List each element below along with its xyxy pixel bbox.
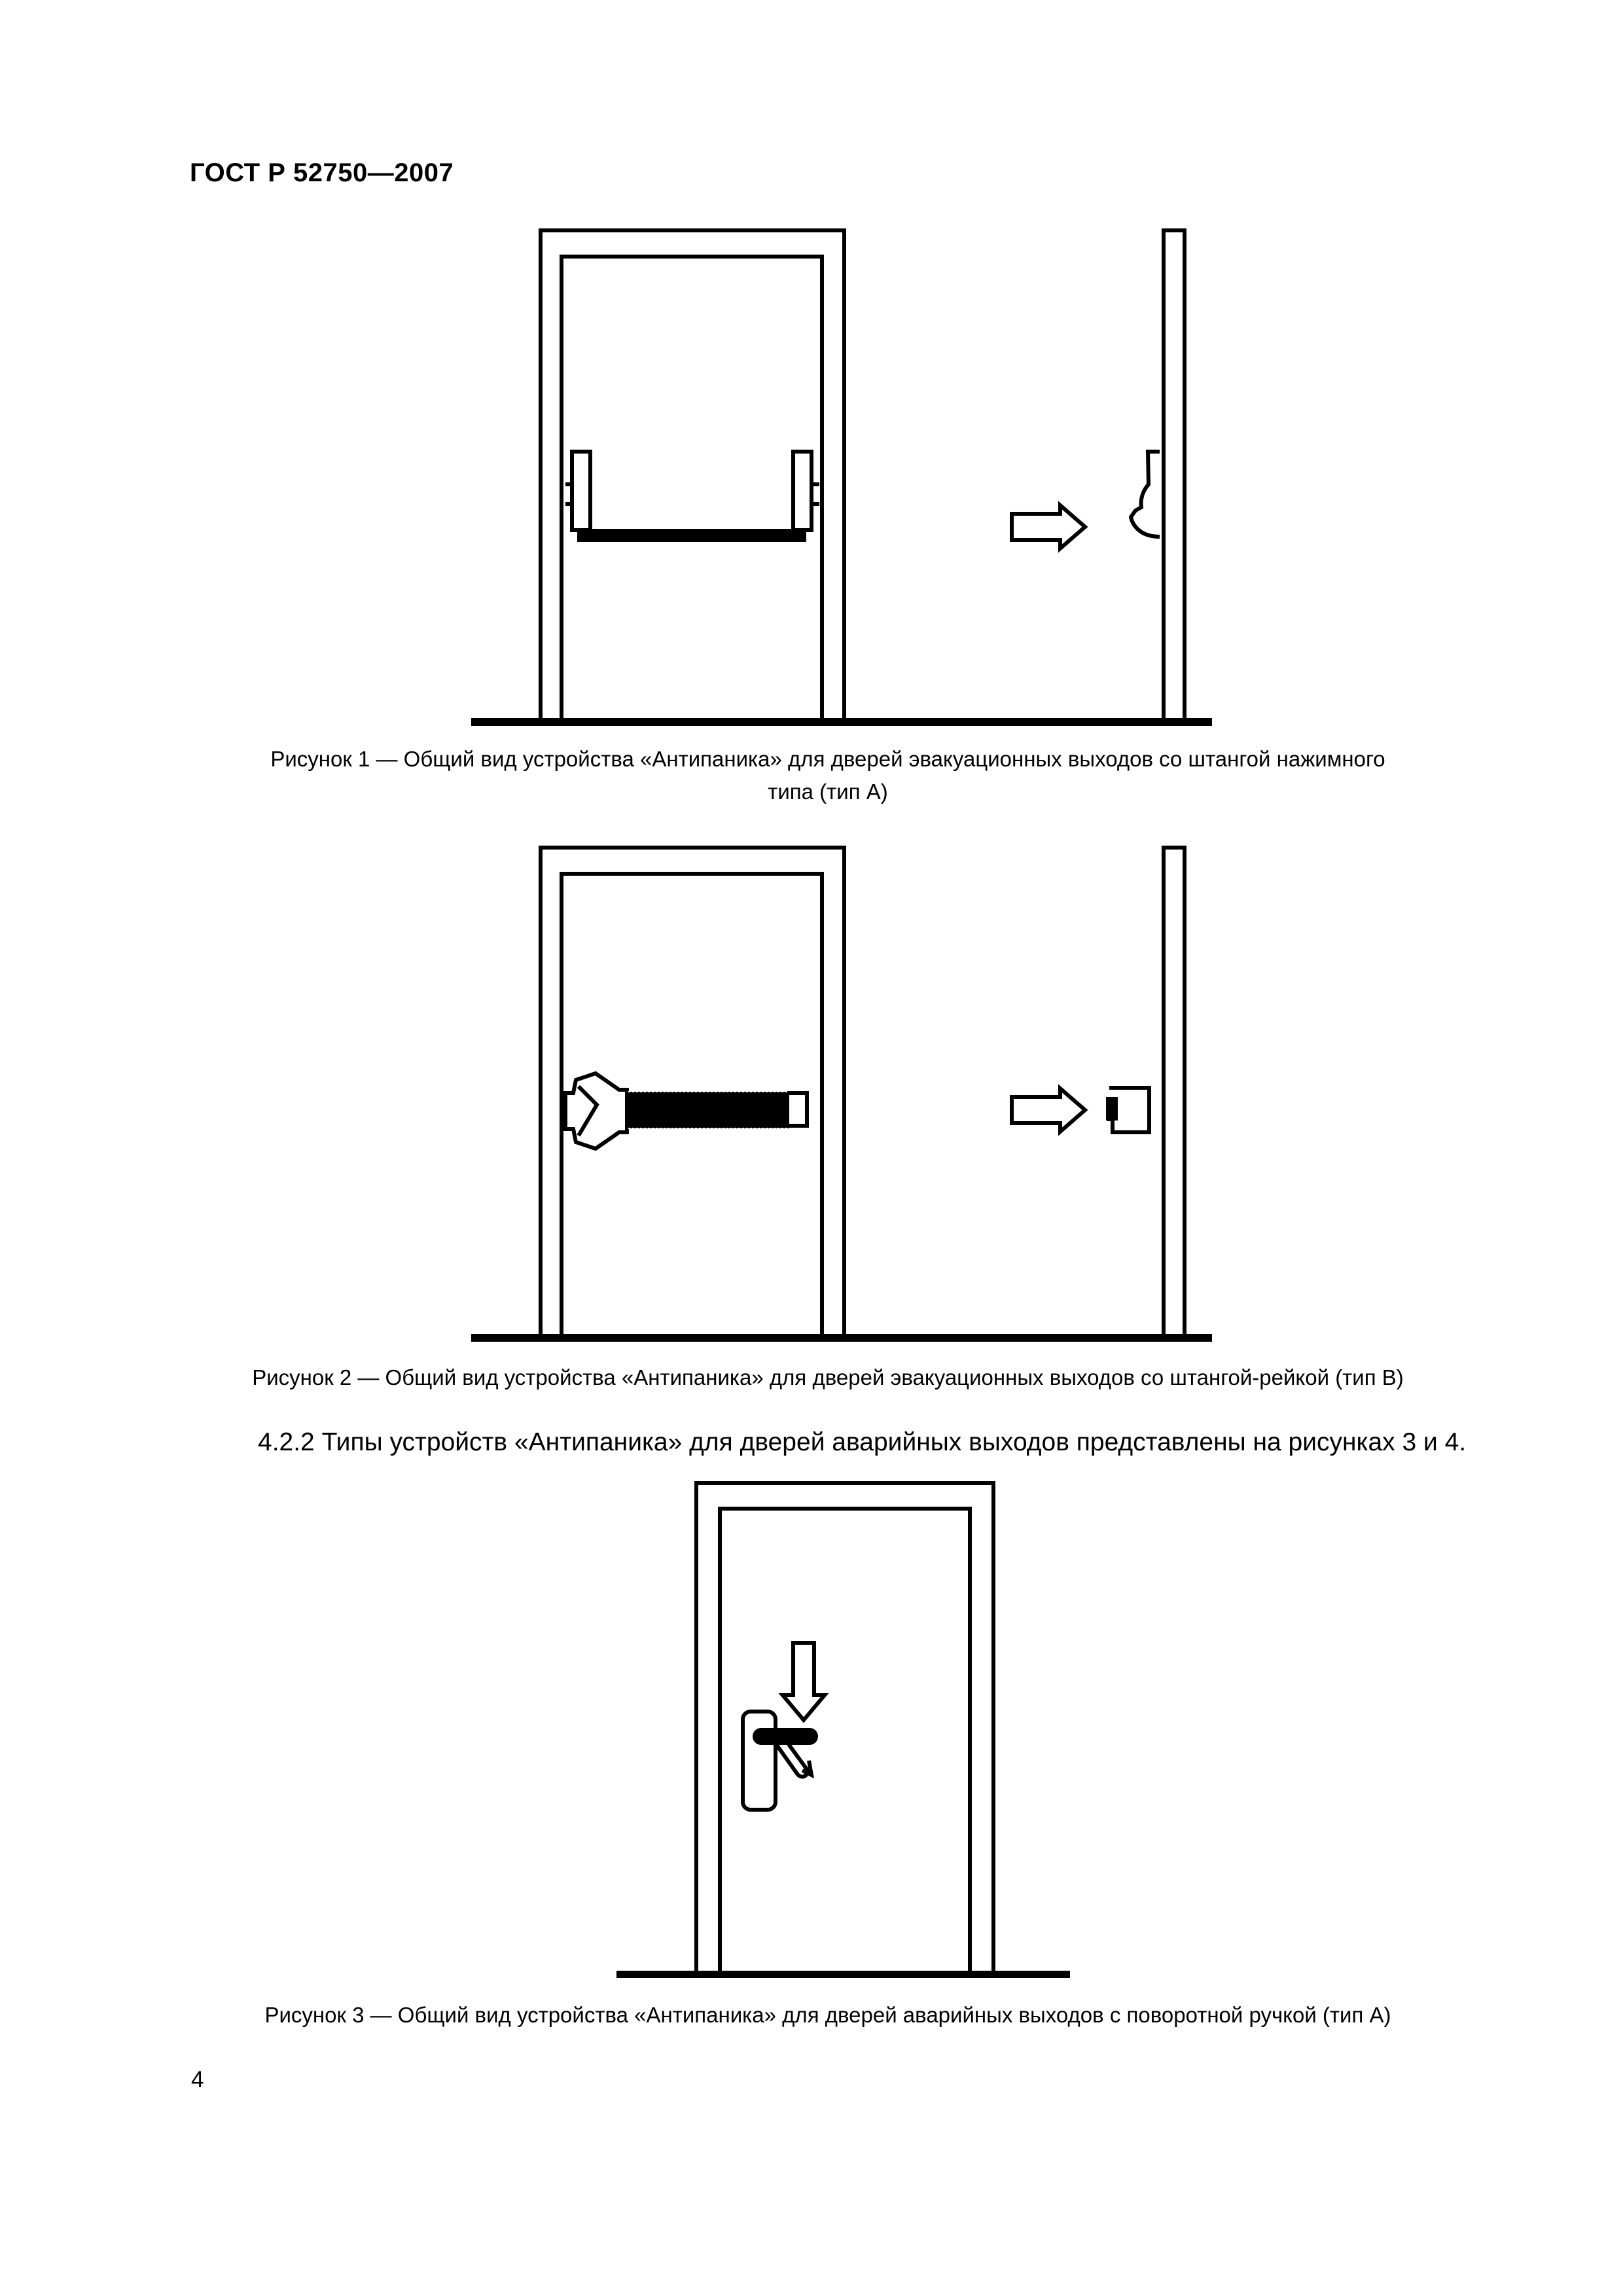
figure-1-caption-line-2: типа (тип А) [768, 780, 888, 804]
page-header: ГОСТ Р 52750—2007 [190, 158, 454, 187]
figure-3-caption: Рисунок 3 — Общий вид устройства «Антипаника» для дверей аварийных выходов с поворотной ручкой (тип А) [264, 2003, 1391, 2027]
floor-line [616, 1971, 1070, 1978]
lever-handle [753, 1728, 818, 1745]
page-number: 4 [191, 2067, 204, 2092]
figure-1-caption-line-1: Рисунок 1 — Общий вид устройства «Антипаника» для дверей эвакуационных выходов со штангой нажимного [270, 747, 1385, 771]
figure-2-caption: Рисунок 2 — Общий вид устройства «Антипаника» для дверей эвакуационных выходов со штангой-рейкой (тип В) [252, 1365, 1404, 1390]
body-paragraph: 4.2.2 Типы устройств «Антипаника» для дверей аварийных выходов представлены на рисунках 3 и 4. [258, 1428, 1467, 1456]
push-down-arrow-icon [783, 1643, 825, 1720]
lever-handle-plate [743, 1712, 776, 1810]
